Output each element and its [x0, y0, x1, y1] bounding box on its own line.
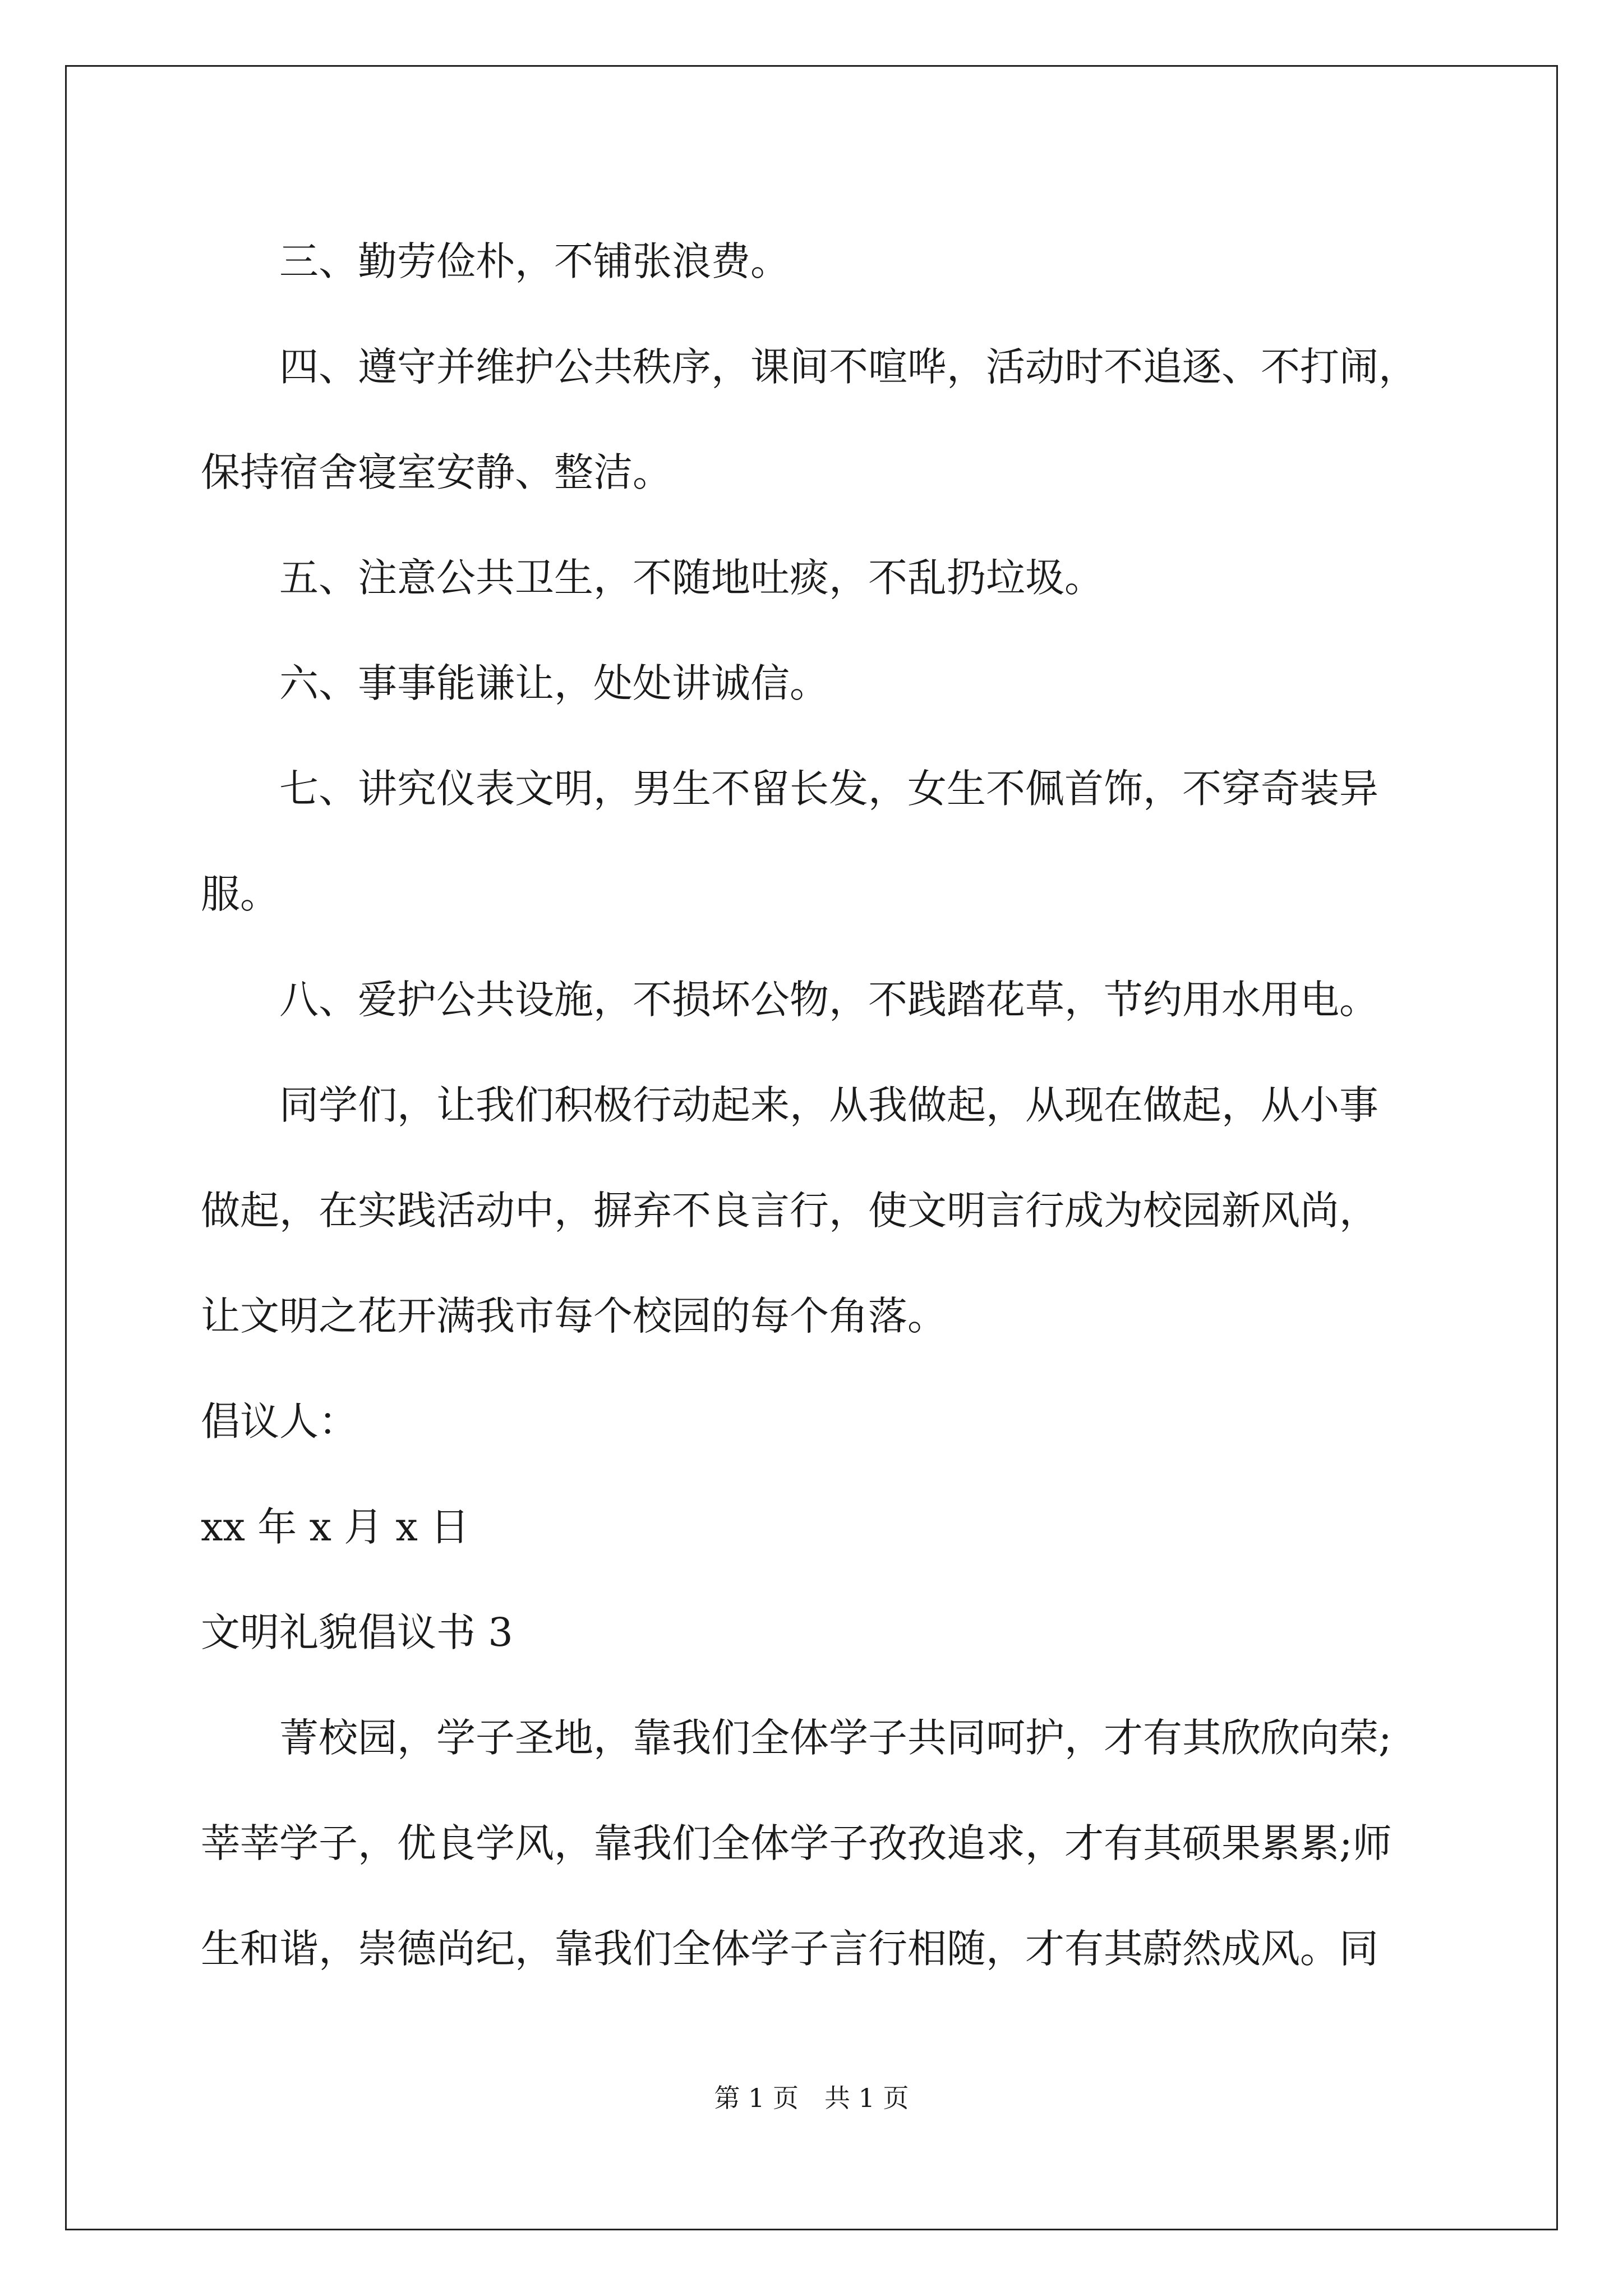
paragraph-line-7: 服。 — [201, 871, 279, 917]
paragraph-line-15: 菁校园，学子圣地，靠我们全体学子共同呵护，才有其欣欣向荣; — [279, 1715, 1392, 1761]
paragraph-line-4: 五、注意公共卫生，不随地吐痰，不乱扔垃圾。 — [279, 555, 1104, 601]
section-title: 文明礼貌倡议书 3 — [201, 1609, 513, 1655]
paragraph-line-16: 莘莘学子，优良学风，靠我们全体学子孜孜追求，才有其硕果累累;师 — [201, 1820, 1392, 1866]
paragraph-line-2: 四、遵守并维护公共秩序，课间不喧哗，活动时不追逐、不打闹， — [279, 344, 1418, 390]
paragraph-line-3: 保持宿舍寝室安静、整洁。 — [201, 449, 672, 495]
paragraph-line-5: 六、事事能谦让，处处讲诚信。 — [279, 660, 829, 706]
paragraph-line-17: 生和谐，崇德尚纪，靠我们全体学子言行相随，才有其蔚然成风。同 — [201, 1926, 1378, 1972]
paragraph-line-10: 做起，在实践活动中，摒弃不良言行，使文明言行成为校园新风尚， — [201, 1188, 1378, 1234]
paragraph-line-11: 让文明之花开满我市每个校园的每个角落。 — [201, 1293, 947, 1339]
page-footer: 第 1 页 共 1 页 — [714, 2083, 909, 2113]
paragraph-line-9: 同学们，让我们积极行动起来，从我做起，从现在做起，从小事 — [279, 1082, 1378, 1128]
signer-label: 倡议人： — [201, 1398, 358, 1444]
paragraph-line-1: 三、勤劳俭朴，不铺张浪费。 — [279, 238, 790, 284]
paragraph-line-8: 八、爱护公共设施，不损坏公物，不践踏花草，节约用水用电。 — [279, 977, 1378, 1023]
date-line: xx 年 x 月 x 日 — [201, 1504, 470, 1550]
paragraph-line-6: 七、讲究仪表文明，男生不留长发，女生不佩首饰，不穿奇装异 — [279, 766, 1378, 812]
document-body — [201, 209, 1468, 2001]
